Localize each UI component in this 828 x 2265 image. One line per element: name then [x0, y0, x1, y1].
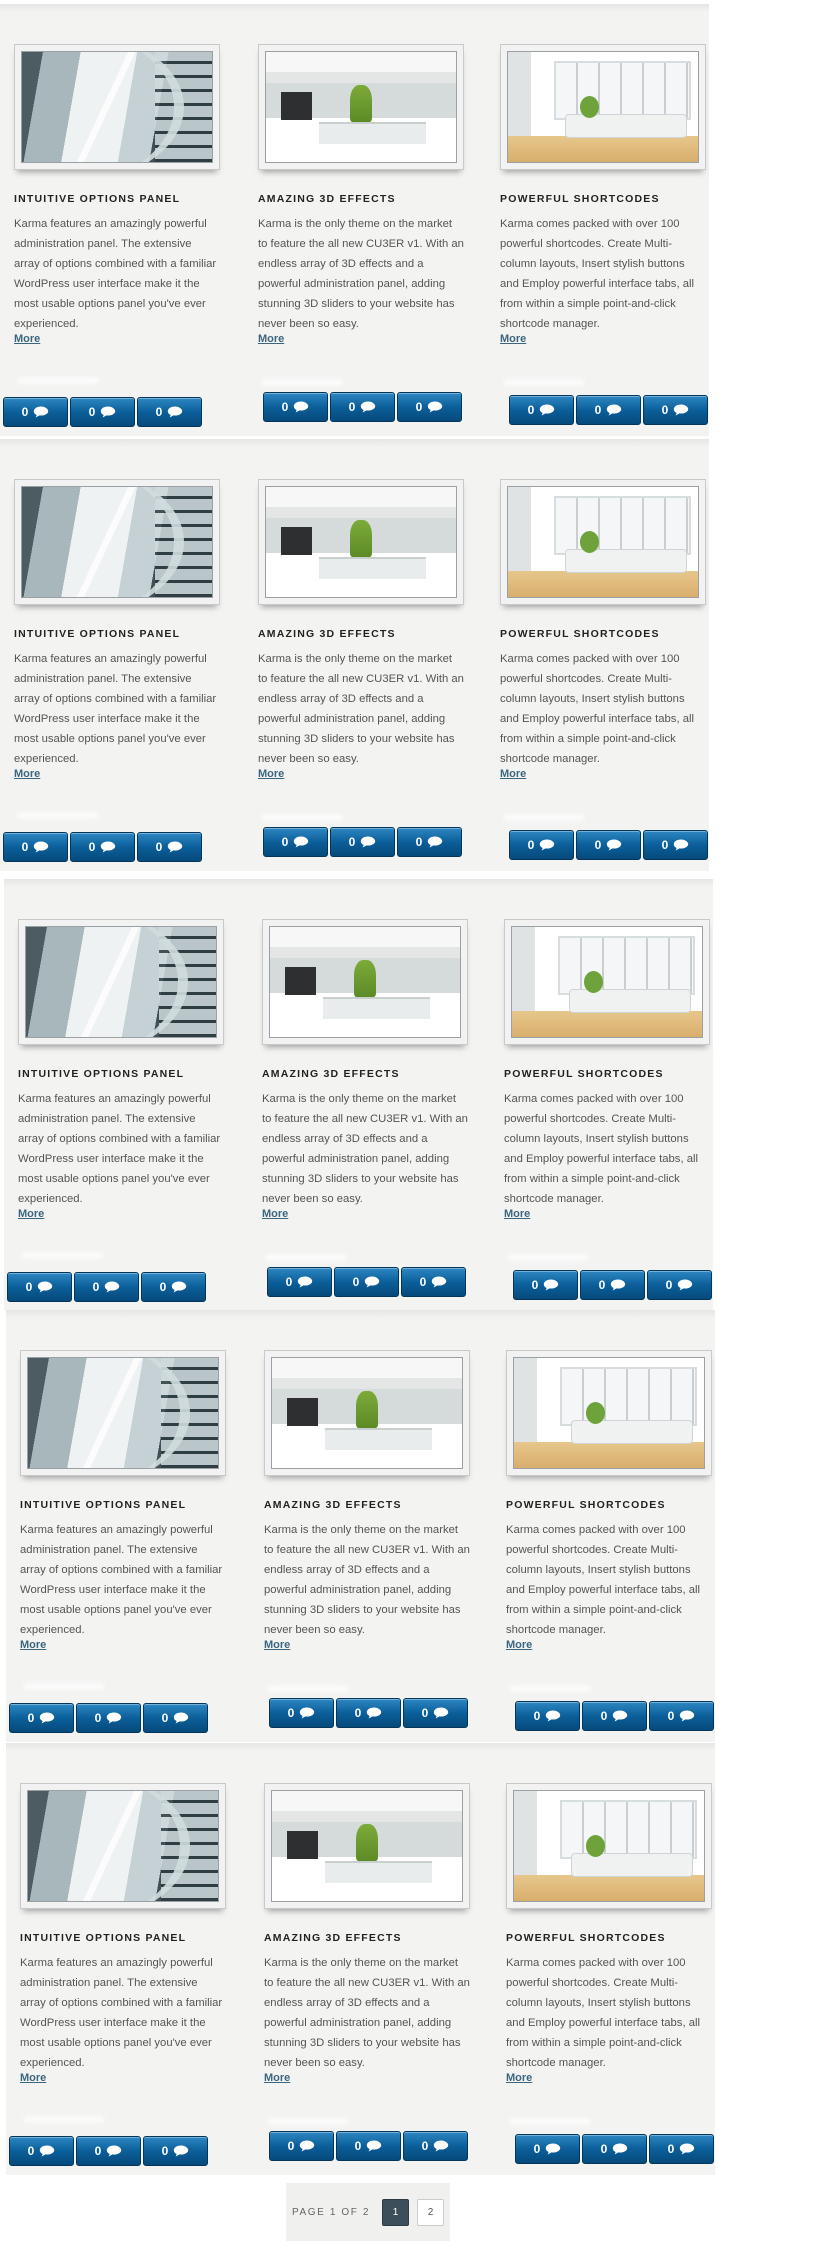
comment-count: 0	[88, 405, 96, 419]
comment-count-button[interactable]	[643, 395, 708, 425]
more-link[interactable]: More	[262, 1208, 289, 1220]
comment-count-button[interactable]	[267, 1267, 332, 1297]
feature-description-text: Karma features an amazingly powerful administration panel. The extensive array of options combined with a familiar WordPress user interface make it the most usable options panel you've ever experienced.	[18, 1093, 221, 1205]
comment-count: 0	[92, 1280, 100, 1294]
feature-card	[262, 919, 472, 1269]
comment-count: 0	[527, 838, 535, 852]
comment-count-button[interactable]	[330, 392, 395, 422]
feature-title: AMAZING 3D EFFECTS	[264, 1932, 402, 1944]
more-link[interactable]: More	[506, 1639, 533, 1651]
feature-description	[262, 1089, 468, 1221]
speech-bubble-icon	[299, 1707, 315, 1719]
comment-count-button[interactable]	[397, 827, 462, 857]
feature-description	[258, 649, 464, 781]
decorative-smudge	[508, 1255, 588, 1260]
decorative-smudge	[24, 1684, 104, 1689]
comment-button-group	[269, 2131, 468, 2161]
more-link[interactable]: More	[20, 2072, 47, 2084]
comment-button-group	[515, 1701, 714, 1731]
comment-count: 0	[600, 1709, 608, 1723]
living-room-photo	[265, 486, 457, 598]
speech-bubble-icon	[299, 2140, 315, 2152]
comment-count-button[interactable]	[336, 2131, 401, 2161]
speech-bubble-icon	[673, 404, 689, 416]
decorative-smudge	[268, 2119, 348, 2124]
speech-bubble-icon	[545, 2143, 561, 2155]
comment-count-button[interactable]	[263, 827, 328, 857]
architecture-photo	[27, 1357, 219, 1469]
speech-bubble-icon	[545, 1710, 561, 1722]
feature-description	[500, 214, 706, 346]
decorative-smudge	[18, 813, 98, 818]
comment-button-group	[3, 832, 202, 862]
comment-count: 0	[27, 2144, 35, 2158]
feature-title: INTUITIVE OPTIONS PANEL	[18, 1068, 185, 1080]
decorative-smudge	[504, 380, 584, 385]
architecture-photo	[27, 1790, 219, 1902]
feature-description	[20, 1953, 226, 2085]
features-section	[6, 1743, 715, 2175]
more-link[interactable]: More	[258, 768, 285, 780]
comment-count-button[interactable]	[515, 1701, 580, 1731]
feature-image-frame[interactable]	[20, 1350, 226, 1476]
comment-count-button[interactable]	[580, 1270, 645, 1300]
feature-description-text: Karma is the only theme on the market to feature the all new CU3ER v1. With an endless array of 3D effects and a powerful administration panel, adding stunning 3D sliders to your website has never been so easy.	[264, 1957, 470, 2069]
architecture-photo	[21, 486, 213, 598]
feature-card	[500, 44, 710, 394]
comment-count-button[interactable]	[9, 2136, 74, 2166]
living-room-photo	[271, 1790, 463, 1902]
feature-description-text: Karma is the only theme on the market to feature the all new CU3ER v1. With an endless array of 3D effects and a powerful administration panel, adding stunning 3D sliders to your website has never been so easy.	[258, 653, 464, 765]
speech-bubble-icon	[106, 1712, 122, 1724]
feature-image-frame[interactable]	[18, 919, 224, 1045]
comment-count-button[interactable]	[76, 1703, 141, 1733]
section-divider	[6, 1310, 715, 1318]
comment-count: 0	[665, 1278, 673, 1292]
speech-bubble-icon	[366, 1707, 382, 1719]
feature-description-text: Karma comes packed with over 100 powerful shortcodes. Create Multi-column layouts, Insert stylish buttons and Employ powerful interface tabs, all from within a simple point-and-click shortcode manager.	[506, 1524, 701, 1636]
feature-title: POWERFUL SHORTCODES	[500, 628, 660, 640]
comment-count: 0	[600, 2142, 608, 2156]
comment-count-button[interactable]	[76, 2136, 141, 2166]
feature-card	[20, 1783, 230, 2133]
feature-description	[20, 1520, 226, 1652]
comment-count: 0	[348, 835, 356, 849]
feature-image-frame[interactable]	[264, 1350, 470, 1476]
pagination-label: PAGE 1 OF 2	[292, 2206, 370, 2218]
feature-description	[506, 1520, 712, 1652]
speech-bubble-icon	[427, 401, 443, 413]
feature-description	[264, 1953, 470, 2085]
feature-image-frame[interactable]	[262, 919, 468, 1045]
feature-title: POWERFUL SHORTCODES	[506, 1499, 666, 1511]
feature-card	[500, 479, 710, 829]
more-link[interactable]: More	[500, 768, 527, 780]
speech-bubble-icon	[539, 839, 555, 851]
comment-count-button[interactable]	[330, 827, 395, 857]
feature-image-frame[interactable]	[506, 1783, 712, 1909]
comment-count-button[interactable]	[334, 1267, 399, 1297]
comment-count: 0	[354, 2139, 362, 2153]
comment-count: 0	[287, 1706, 295, 1720]
comment-count-button[interactable]	[649, 1701, 714, 1731]
feature-card	[264, 1783, 474, 2133]
comment-count: 0	[421, 1706, 429, 1720]
feature-description-text: Karma comes packed with over 100 powerful shortcodes. Create Multi-column layouts, Insert stylish buttons and Employ powerful interface tabs, all from within a simple point-and-click shortcode manager.	[506, 1957, 701, 2069]
living-room-photo	[265, 51, 457, 163]
features-section	[6, 1310, 715, 1742]
feature-card	[14, 479, 224, 829]
more-link[interactable]: More	[18, 1208, 45, 1220]
comment-count-button[interactable]	[401, 1267, 466, 1297]
feature-image-frame[interactable]	[258, 479, 464, 605]
speech-bubble-icon	[366, 2140, 382, 2152]
comment-count-button[interactable]	[9, 1703, 74, 1733]
comment-count-button[interactable]	[509, 830, 574, 860]
decorative-smudge	[18, 378, 98, 383]
speech-bubble-icon	[431, 1276, 447, 1288]
comment-count: 0	[594, 403, 602, 417]
comment-count-button[interactable]	[397, 392, 462, 422]
feature-image-frame[interactable]	[504, 919, 710, 1045]
speech-bubble-icon	[173, 1712, 189, 1724]
section-divider	[4, 879, 713, 887]
speech-bubble-icon	[679, 2143, 695, 2155]
page-2-button[interactable]: 2	[417, 2199, 444, 2226]
feature-description-text: Karma features an amazingly powerful administration panel. The extensive array of options combined with a familiar WordPress user interface make it the most usable options panel you've ever experienced.	[14, 653, 217, 765]
comment-count: 0	[155, 405, 163, 419]
feature-description-text: Karma features an amazingly powerful administration panel. The extensive array of options combined with a familiar WordPress user interface make it the most usable options panel you've ever experienced.	[20, 1524, 223, 1636]
feature-card	[14, 44, 224, 394]
comment-button-group	[267, 1267, 466, 1297]
feature-title: AMAZING 3D EFFECTS	[258, 193, 396, 205]
white-room-photo	[507, 486, 699, 598]
speech-bubble-icon	[293, 401, 309, 413]
comment-count: 0	[533, 1709, 541, 1723]
page-1-button[interactable]: 1	[382, 2199, 409, 2226]
comment-count: 0	[354, 1706, 362, 1720]
feature-description-text: Karma is the only theme on the market to feature the all new CU3ER v1. With an endless array of 3D effects and a powerful administration panel, adding stunning 3D sliders to your website has never been so easy.	[258, 218, 464, 330]
comment-count: 0	[667, 1709, 675, 1723]
speech-bubble-icon	[171, 1281, 187, 1293]
comment-count-button[interactable]	[649, 2134, 714, 2164]
comment-count-button[interactable]	[647, 1270, 712, 1300]
speech-bubble-icon	[39, 1712, 55, 1724]
speech-bubble-icon	[433, 1707, 449, 1719]
more-link[interactable]: More	[264, 2072, 291, 2084]
comment-count: 0	[161, 1711, 169, 1725]
feature-description-text: Karma features an amazingly powerful administration panel. The extensive array of options combined with a familiar WordPress user interface make it the most usable options panel you've ever experienced.	[14, 218, 217, 330]
feature-description	[500, 649, 706, 781]
speech-bubble-icon	[610, 1279, 626, 1291]
feature-title: INTUITIVE OPTIONS PANEL	[20, 1499, 187, 1511]
more-link[interactable]: More	[500, 333, 527, 345]
comment-count-button[interactable]	[141, 1272, 206, 1302]
feature-image-frame[interactable]	[500, 44, 706, 170]
more-link[interactable]: More	[14, 333, 41, 345]
comment-count: 0	[419, 1275, 427, 1289]
feature-description	[258, 214, 464, 346]
speech-bubble-icon	[293, 836, 309, 848]
comment-count: 0	[415, 835, 423, 849]
feature-description-text: Karma features an amazingly powerful administration panel. The extensive array of options combined with a familiar WordPress user interface make it the most usable options panel you've ever experienced.	[20, 1957, 223, 2069]
white-room-photo	[513, 1790, 705, 1902]
feature-description	[504, 1089, 710, 1221]
comment-button-group	[513, 1270, 712, 1300]
speech-bubble-icon	[679, 1710, 695, 1722]
comment-count-button[interactable]	[3, 832, 68, 862]
comment-count-button[interactable]	[74, 1272, 139, 1302]
feature-image-frame[interactable]	[258, 44, 464, 170]
feature-card	[258, 44, 468, 394]
comment-count-button[interactable]	[576, 395, 641, 425]
feature-description-text: Karma comes packed with over 100 powerful shortcodes. Create Multi-column layouts, Insert stylish buttons and Employ powerful interface tabs, all from within a simple point-and-click shortcode manager.	[500, 218, 695, 330]
comment-count: 0	[25, 1280, 33, 1294]
speech-bubble-icon	[104, 1281, 120, 1293]
comment-count-button[interactable]	[582, 1701, 647, 1731]
speech-bubble-icon	[106, 2145, 122, 2157]
feature-description	[506, 1953, 712, 2085]
feature-card	[20, 1350, 230, 1700]
speech-bubble-icon	[297, 1276, 313, 1288]
comment-button-group	[263, 392, 462, 422]
speech-bubble-icon	[167, 841, 183, 853]
comment-count-button[interactable]	[336, 1698, 401, 1728]
feature-card	[18, 919, 228, 1269]
features-section	[0, 439, 709, 871]
speech-bubble-icon	[37, 1281, 53, 1293]
speech-bubble-icon	[39, 2145, 55, 2157]
comment-count-button[interactable]	[643, 830, 708, 860]
comment-count-button[interactable]	[143, 1703, 208, 1733]
feature-description	[14, 214, 220, 346]
more-link[interactable]: More	[504, 1208, 531, 1220]
feature-title: AMAZING 3D EFFECTS	[262, 1068, 400, 1080]
feature-title: AMAZING 3D EFFECTS	[258, 628, 396, 640]
speech-bubble-icon	[100, 841, 116, 853]
feature-title: INTUITIVE OPTIONS PANEL	[14, 628, 181, 640]
feature-image-frame[interactable]	[506, 1350, 712, 1476]
white-room-photo	[507, 51, 699, 163]
section-divider	[0, 439, 709, 447]
comment-count: 0	[155, 840, 163, 854]
white-room-photo	[513, 1357, 705, 1469]
more-link[interactable]: More	[264, 1639, 291, 1651]
speech-bubble-icon	[673, 839, 689, 851]
comment-count: 0	[287, 2139, 295, 2153]
feature-description-text: Karma is the only theme on the market to feature the all new CU3ER v1. With an endless array of 3D effects and a powerful administration panel, adding stunning 3D sliders to your website has never been so easy.	[264, 1524, 470, 1636]
pagination	[286, 2183, 450, 2241]
comment-count-button[interactable]	[576, 830, 641, 860]
comment-count-button[interactable]	[3, 397, 68, 427]
comment-count-button[interactable]	[582, 2134, 647, 2164]
features-section	[4, 879, 713, 1311]
feature-description	[18, 1089, 224, 1221]
comment-count: 0	[533, 2142, 541, 2156]
more-link[interactable]: More	[20, 1639, 47, 1651]
comment-count: 0	[281, 835, 289, 849]
architecture-photo	[21, 51, 213, 163]
architecture-photo	[25, 926, 217, 1038]
feature-description	[14, 649, 220, 781]
feature-description-text: Karma comes packed with over 100 powerful shortcodes. Create Multi-column layouts, Insert stylish buttons and Employ powerful interface tabs, all from within a simple point-and-click shortcode manager.	[500, 653, 695, 765]
decorative-smudge	[268, 1686, 348, 1691]
comment-count-button[interactable]	[70, 397, 135, 427]
feature-card	[506, 1350, 716, 1700]
decorative-smudge	[266, 1255, 346, 1260]
comment-count: 0	[88, 840, 96, 854]
comment-count-button[interactable]	[269, 1698, 334, 1728]
speech-bubble-icon	[33, 841, 49, 853]
decorative-smudge	[262, 380, 342, 385]
feature-image-frame[interactable]	[500, 479, 706, 605]
comment-count: 0	[415, 400, 423, 414]
speech-bubble-icon	[612, 2143, 628, 2155]
comment-count: 0	[661, 403, 669, 417]
comment-count: 0	[27, 1711, 35, 1725]
feature-title: AMAZING 3D EFFECTS	[264, 1499, 402, 1511]
feature-title: POWERFUL SHORTCODES	[506, 1932, 666, 1944]
decorative-smudge	[22, 1253, 102, 1258]
comment-count: 0	[94, 1711, 102, 1725]
comment-count: 0	[598, 1278, 606, 1292]
comment-count-button[interactable]	[143, 2136, 208, 2166]
decorative-smudge	[504, 815, 584, 820]
feature-title: POWERFUL SHORTCODES	[504, 1068, 664, 1080]
speech-bubble-icon	[33, 406, 49, 418]
speech-bubble-icon	[612, 1710, 628, 1722]
features-section	[0, 4, 709, 436]
comment-count: 0	[594, 838, 602, 852]
living-room-photo	[269, 926, 461, 1038]
speech-bubble-icon	[173, 2145, 189, 2157]
comment-count-button[interactable]	[263, 392, 328, 422]
comment-count: 0	[21, 840, 29, 854]
comment-button-group	[269, 1698, 468, 1728]
speech-bubble-icon	[364, 1276, 380, 1288]
feature-card	[506, 1783, 716, 2133]
speech-bubble-icon	[539, 404, 555, 416]
speech-bubble-icon	[606, 839, 622, 851]
decorative-smudge	[510, 1686, 590, 1691]
feature-description-text: Karma comes packed with over 100 powerful shortcodes. Create Multi-column layouts, Insert stylish buttons and Employ powerful interface tabs, all from within a simple point-and-click shortcode manager.	[504, 1093, 699, 1205]
more-link[interactable]: More	[14, 768, 41, 780]
comment-count: 0	[527, 403, 535, 417]
feature-description	[264, 1520, 470, 1652]
comment-count-button[interactable]	[137, 832, 202, 862]
comment-count-button[interactable]	[513, 1270, 578, 1300]
feature-image-frame[interactable]	[14, 479, 220, 605]
comment-button-group	[9, 2136, 208, 2166]
speech-bubble-icon	[360, 401, 376, 413]
more-link[interactable]: More	[506, 2072, 533, 2084]
comment-count: 0	[348, 400, 356, 414]
comment-count: 0	[531, 1278, 539, 1292]
comment-count-button[interactable]	[7, 1272, 72, 1302]
speech-bubble-icon	[427, 836, 443, 848]
speech-bubble-icon	[433, 2140, 449, 2152]
speech-bubble-icon	[167, 406, 183, 418]
feature-title: INTUITIVE OPTIONS PANEL	[14, 193, 181, 205]
comment-count-button[interactable]	[269, 2131, 334, 2161]
feature-title: INTUITIVE OPTIONS PANEL	[20, 1932, 187, 1944]
feature-image-frame[interactable]	[20, 1783, 226, 1909]
speech-bubble-icon	[543, 1279, 559, 1291]
comment-count: 0	[21, 405, 29, 419]
comment-count-button[interactable]	[70, 832, 135, 862]
feature-card	[258, 479, 468, 829]
comment-button-group	[515, 2134, 714, 2164]
decorative-smudge	[262, 815, 342, 820]
comment-count: 0	[667, 2142, 675, 2156]
decorative-smudge	[510, 2119, 590, 2124]
white-room-photo	[511, 926, 703, 1038]
feature-description-text: Karma is the only theme on the market to feature the all new CU3ER v1. With an endless array of 3D effects and a powerful administration panel, adding stunning 3D sliders to your website has never been so easy.	[262, 1093, 468, 1205]
comment-count: 0	[285, 1275, 293, 1289]
feature-image-frame[interactable]	[264, 1783, 470, 1909]
comment-count-button[interactable]	[515, 2134, 580, 2164]
comment-count-button[interactable]	[137, 397, 202, 427]
speech-bubble-icon	[100, 406, 116, 418]
comment-button-group	[509, 830, 708, 860]
decorative-smudge	[24, 2117, 104, 2122]
feature-card	[504, 919, 714, 1269]
comment-count: 0	[661, 838, 669, 852]
more-link[interactable]: More	[258, 333, 285, 345]
comment-count-button[interactable]	[403, 1698, 468, 1728]
comment-count-button[interactable]	[403, 2131, 468, 2161]
comment-button-group	[509, 395, 708, 425]
speech-bubble-icon	[606, 404, 622, 416]
section-divider	[6, 1743, 715, 1751]
feature-image-frame[interactable]	[14, 44, 220, 170]
comment-button-group	[3, 397, 202, 427]
section-divider	[0, 4, 709, 12]
comment-count: 0	[281, 400, 289, 414]
comment-count-button[interactable]	[509, 395, 574, 425]
comment-button-group	[9, 1703, 208, 1733]
comment-button-group	[7, 1272, 206, 1302]
comment-count: 0	[159, 1280, 167, 1294]
comment-count: 0	[421, 2139, 429, 2153]
feature-title: POWERFUL SHORTCODES	[500, 193, 660, 205]
speech-bubble-icon	[677, 1279, 693, 1291]
speech-bubble-icon	[360, 836, 376, 848]
feature-card	[264, 1350, 474, 1700]
comment-count: 0	[352, 1275, 360, 1289]
comment-button-group	[263, 827, 462, 857]
comment-count: 0	[161, 2144, 169, 2158]
comment-count: 0	[94, 2144, 102, 2158]
living-room-photo	[271, 1357, 463, 1469]
